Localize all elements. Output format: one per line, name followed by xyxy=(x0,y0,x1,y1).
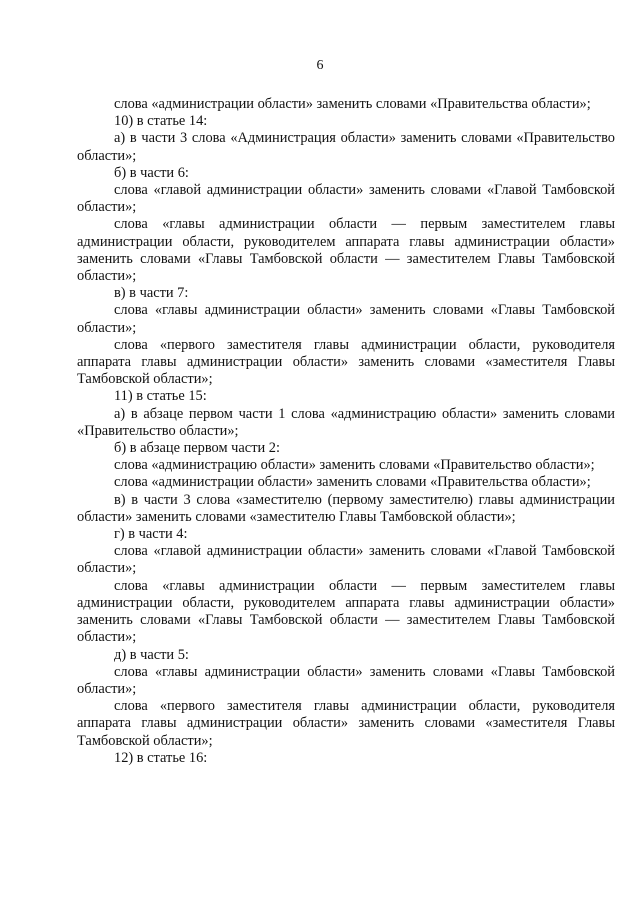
paragraph: слова «администрации области» заменить словами «Правительства области»; xyxy=(114,96,591,112)
paragraph: а) в абзаце первом части 1 слова «администрацию области» заменить словами «Правительство области»; xyxy=(77,405,615,439)
paragraph: слова «главой администрации области» заменить словами «Главой Тамбовской области»; xyxy=(77,543,615,577)
paragraph: б) в части 6: xyxy=(114,164,189,181)
paragraph: а) в части 3 слова «Администрация области» заменить словами «Правительство области»; xyxy=(77,130,615,164)
paragraph: слова «главы администрации области» заменить словами «Главы Тамбовской области»; xyxy=(77,302,615,336)
paragraph: д) в части 5: xyxy=(114,646,189,663)
paragraph: слова «администрации области» заменить словами «Правительства области»; xyxy=(114,474,591,491)
paragraph: б) в абзаце первом части 2: xyxy=(114,440,280,457)
paragraph: в) в части 7: xyxy=(114,285,189,302)
paragraph: слова «главы администрации области — первым заместителем главы администрации области, руководителем аппарата главы администрации области» заменить словами «Главы Тамбовской области — заместителем Главы Тамбовской области»; xyxy=(77,216,615,285)
paragraph: слова «администрацию области» заменить словами «Правительство области»; xyxy=(114,457,595,474)
paragraph: 10) в статье 14: xyxy=(114,113,208,130)
page-number: 6 xyxy=(316,58,324,73)
paragraph: слова «первого заместителя главы администрации области, руководителя аппарата главы администрации области» заменить словами «заместителя Главы Тамбовской области»; xyxy=(77,698,615,749)
paragraph: г) в части 4: xyxy=(114,526,188,543)
paragraph: слова «главы администрации области — первым заместителем главы администрации области, руководителем аппарата главы администрации области» заменить словами «Главы Тамбовской области — заместителем Главы Тамбовской области»; xyxy=(77,577,615,646)
paragraph: слова «первого заместителя главы администрации области, руководителя аппарата главы администрации области» заменить словами «заместителя Главы Тамбовской области»; xyxy=(77,336,615,388)
paragraph: в) в части 3 слова «заместителю (первому заместителю) главы администрации области» заменить словами «заместителю Главы Тамбовской области»; xyxy=(77,491,615,525)
paragraph: 12) в статье 16: xyxy=(114,749,208,766)
paragraph: 11) в статье 15: xyxy=(114,388,207,405)
paragraph: слова «главы администрации области» заменить словами «Главы Тамбовской области»; xyxy=(77,663,615,697)
document-body xyxy=(77,96,615,767)
paragraph: слова «главой администрации области» заменить словами «Главой Тамбовской области»; xyxy=(77,182,615,216)
